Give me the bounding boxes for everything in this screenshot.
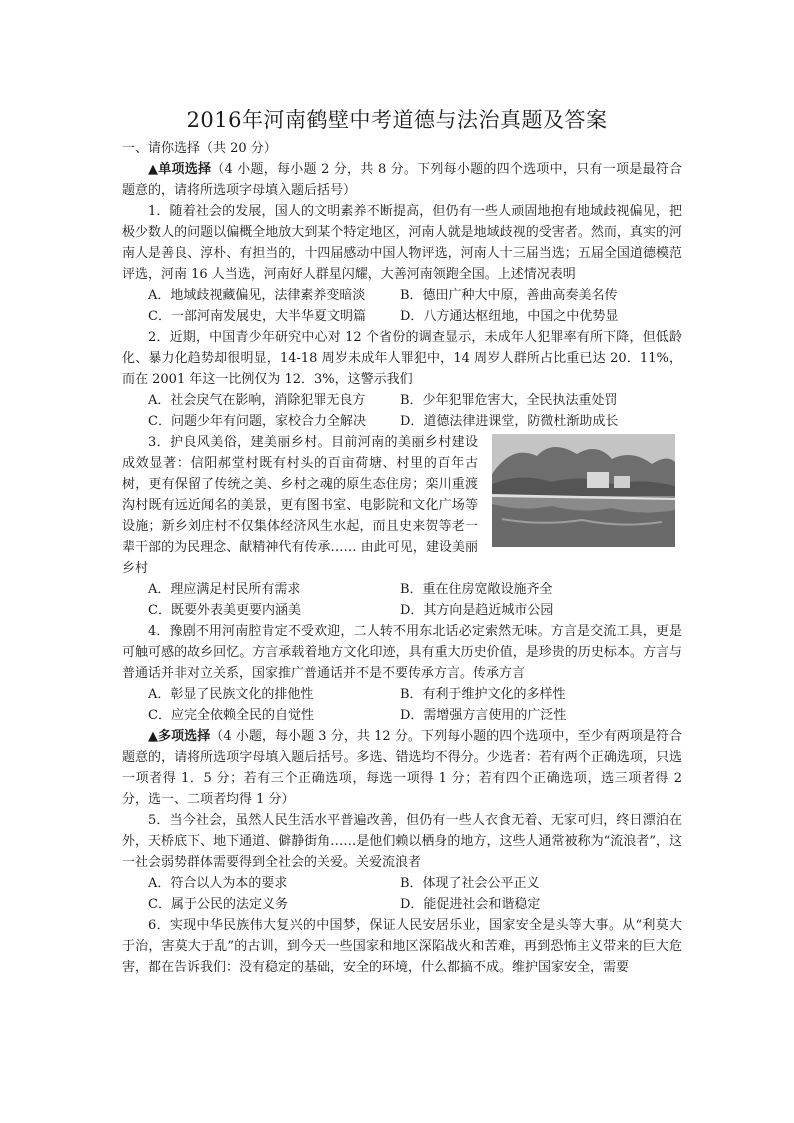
question-1-option-c: C．一部河南发展史，大半华夏文明篇 <box>148 309 366 324</box>
question-1-option-b: B．德田广种大中原，善曲高奏美名传 <box>400 288 618 303</box>
question-4-options <box>122 684 682 726</box>
multi-choice-instructions <box>122 726 682 810</box>
question-3-stem: 3．护良风美俗，建美丽乡村。目前河南的美丽乡村建设成效显著：信阳郝堂村既有村头的百亩荷塘、村里的百年古树，更有保留了传统之美、乡村之魂的原生态住房；栾川重渡沟村既有远近闻名的美景，更有图书室、电影院和文化广场等设施；新乡刘庄村不仅集体经济风生水起，而且史来贺等老一辈干部的为民理念、献精神代有传承…… 由此可见，建设美丽乡村 <box>122 435 478 576</box>
question-1-stem: 1．随着社会的发展，国人的文明素养不断提高，但仍有一些人顽固地抱有地域歧视偏见，把极少数人的问题以偏概全地放大到某个特定地区，河南人就是地域歧视的受害者。然而，真实的河南人是善良、淳朴、有担当的，十四届感动中国人物评选，河南人十三届当选；五届全国道德模范评选，河南 16 人当选，河南好人群星闪耀，大善河南领跑全国。上述情况表明 <box>122 204 682 282</box>
question-4-option-b: B．有利于维护文化的多样性 <box>400 687 566 702</box>
question-6-stem: 6．实现中华民族伟大复兴的中国梦，保证人民安居乐业，国家安全是头等大事。从“利莫大于治，害莫大于乱”的古训，到今天一些国家和地区深陷战火和苦难，再到恐怖主义带来的巨大危害，都在告诉我们：没有稳定的基础，安全的环境，什么都搞不成。维护国家安全，需要 <box>122 918 682 975</box>
question-5-stem: 5．当今社会，虽然人民生活水平普遍改善，但仍有一些人衣食无着、无家可归，终日漂泊在外，天桥底下、地下通道、僻静街角……是他们赖以栖身的地方，这些人通常被称为“流浪者”，这一社会弱势群体需要得到全社会的关爱。关爱流浪者 <box>122 813 682 870</box>
question-2-option-d: D．道德法律进课堂，防微杜渐助成长 <box>400 414 619 429</box>
multi-choice-label: ▲多项选择 <box>148 729 211 744</box>
single-choice-instructions <box>122 159 682 201</box>
question-3-block <box>122 432 682 579</box>
question-3-option-a: A．理应满足村民所有需求 <box>148 582 301 597</box>
village-pond-photo <box>492 434 675 547</box>
question-1-option-a: A．地域歧视藏偏见，法律素养变暗淡 <box>148 288 366 303</box>
question-5-option-b: B．体现了社会公平正义 <box>400 876 540 891</box>
question-1-option-d: D．八方通达枢纽地，中国之中优势显 <box>400 309 619 324</box>
question-4-option-a: A．彰显了民族文化的排他性 <box>148 687 314 702</box>
multi-choice-desc: （4 小题，每小题 3 分，共 12 分。下列每小题的四个选项中，至少有两项是符合题意的，请将所选项字母填入题后括号。多选、错选均不得分。少选者：若有两个正确选项，只选一项者得 1．5 分；若有三个正确选项，每选一项得 1 分；若有四个正确选项，选三项者得 2 分，选一、二项者均得 1 分） <box>122 729 683 807</box>
question-4-option-c: C．应完全依赖全民的自觉性 <box>148 708 314 723</box>
question-4-option-d: D．需增强方言使用的广泛性 <box>400 708 567 723</box>
page-title: 2016年河南鹤壁中考道德与法治真题及答案 <box>186 108 608 132</box>
exam-content <box>122 138 682 978</box>
question-2-options <box>122 390 682 432</box>
question-5-option-c: C．属于公民的法定义务 <box>148 897 288 912</box>
question-2-option-c: C．问题少年有问题，家校合力全解决 <box>148 414 366 429</box>
question-3-options <box>122 579 682 621</box>
question-3-option-b: B．重在住房宽敞设施齐全 <box>400 582 553 597</box>
question-3-option-d: D．其方向是趋近城市公园 <box>400 603 554 618</box>
village-photo-image <box>492 434 675 547</box>
question-2-stem: 2．近期，中国青少年研究中心对 12 个省份的调查显示，未成年人犯罪率有所下降，但低龄化、暴力化趋势却很明显，14-18 周岁未成年人罪犯中，14 周岁人群所占比重已达 20．11%，而在 2001 年这一比例仅为 12．3%，这警示我们 <box>122 330 682 387</box>
question-5-option-a: A．符合以人为本的要求 <box>148 876 288 891</box>
section-heading: 一、请你选择（共 20 分） <box>122 141 277 156</box>
question-4-stem: 4．豫剧不用河南腔肯定不受欢迎，二人转不用东北话必定索然无味。方言是交流工具，更是可触可感的故乡回忆。方言承载着地方文化印迹，具有重大历史价值，是珍贵的历史标本。方言与普通话并非对立关系，国家推广普通话并不是不要传承方言。传承方言 <box>122 624 682 681</box>
question-5-option-d: D．能促进社会和谐稳定 <box>400 897 541 912</box>
single-choice-desc: （4 小题，每小题 2 分，共 8 分。下列每小题的四个选项中，只有一项是最符合题意的，请将所选项字母填入题后括号） <box>122 162 682 198</box>
question-1-options <box>122 285 682 327</box>
question-5-options <box>122 873 682 915</box>
question-2-option-a: A．社会戾气在影响，消除犯罪无良方 <box>148 393 366 408</box>
question-3-option-c: C．既要外表美更要内涵美 <box>148 603 301 618</box>
question-2-option-b: B．少年犯罪危害大，全民执法重处罚 <box>400 393 618 408</box>
single-choice-label: ▲单项选择 <box>148 162 212 177</box>
